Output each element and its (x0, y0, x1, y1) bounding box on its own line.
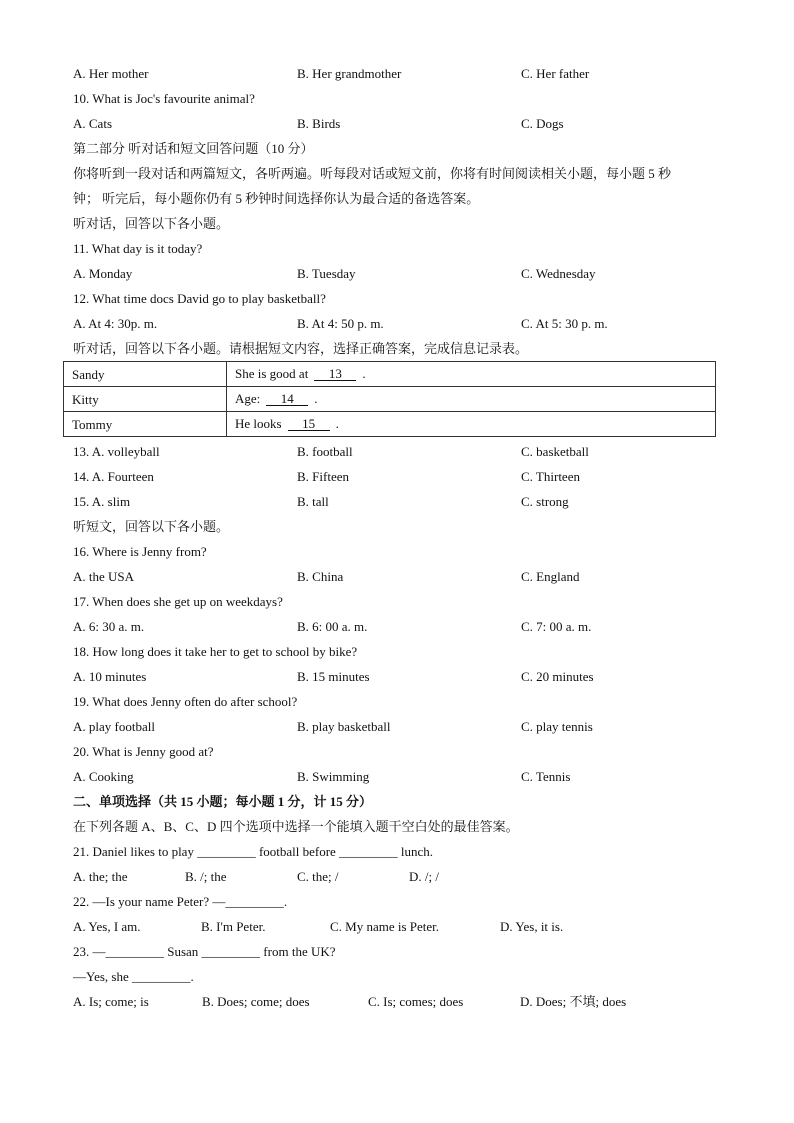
q10-option-a: A. Cats (73, 116, 112, 131)
part2-instruction-line2: 钟； 听完后，每小题你仍有 5 秒钟时间选择你认为最合适的备选答案。 (73, 191, 480, 206)
q16-options (0, 570, 794, 586)
table-row (64, 387, 716, 412)
table-cell-info (227, 412, 716, 437)
q15-option-a: 15. A. slim (73, 494, 131, 509)
passage-intro: 听短文，回答以下各小题。 (73, 519, 230, 534)
q11-option-b: B. Tuesday (297, 266, 356, 281)
q9-option-a: A. Her mother (73, 66, 149, 81)
q14-options (0, 470, 794, 486)
answer-blank: 15 (288, 417, 330, 431)
q12-option-b: B. At 4: 50 p. m. (297, 316, 384, 331)
q20-option-c: C. Tennis (521, 769, 571, 784)
table-cell-name: Tommy (64, 412, 227, 437)
q18-option-b: B. 15 minutes (297, 669, 370, 684)
q17-option-a: A. 6: 30 a. m. (73, 619, 145, 634)
q17-stem: 17. When does she get up on weekdays? (73, 594, 283, 609)
q23-option-b: B. Does; come; does (202, 994, 310, 1009)
q21-stem: 21. Daniel likes to play _________ football before _________ lunch. (73, 844, 433, 859)
table-intro: 听对话，回答以下各小题。请根据短文内容，选择正确答案，完成信息记录表。 (73, 341, 529, 356)
info-prefix: She is good at (235, 366, 309, 381)
q22-option-b: B. I'm Peter. (201, 919, 266, 934)
q18-stem: 18. How long does it take her to get to school by bike? (73, 644, 358, 659)
section2-instruction: 在下列各题 A、B、C、D 四个选项中选择一个能填入题干空白处的最佳答案。 (73, 819, 519, 834)
dialog-intro: 听对话，回答以下各小题。 (73, 216, 230, 231)
q21-options (0, 870, 794, 886)
q23-option-c: C. Is; comes; does (368, 994, 464, 1009)
q11-options (0, 267, 794, 283)
table-cell-name: Kitty (64, 387, 227, 412)
q9-option-b: B. Her grandmother (297, 66, 402, 81)
q19-option-b: B. play basketball (297, 719, 391, 734)
q19-option-c: C. play tennis (521, 719, 593, 734)
q16-stem: 16. Where is Jenny from? (73, 544, 207, 559)
q14-option-c: C. Thirteen (521, 469, 580, 484)
q11-option-a: A. Monday (73, 266, 133, 281)
q23-stem: 23. —_________ Susan _________ from the UK? (73, 944, 336, 959)
q18-option-c: C. 20 minutes (521, 669, 594, 684)
q20-option-b: B. Swimming (297, 769, 370, 784)
q13-option-c: C. basketball (521, 444, 589, 459)
q22-option-d: D. Yes, it is. (500, 919, 564, 934)
q20-options (0, 770, 794, 786)
info-record-table (63, 361, 716, 437)
q15-options (0, 495, 794, 511)
part2-title: 第二部分 听对话和短文回答问题（10 分） (73, 141, 314, 156)
q15-option-b: B. tall (297, 494, 329, 509)
q11-stem: 11. What day is it today? (73, 241, 203, 256)
q18-options (0, 670, 794, 686)
q22-options (0, 920, 794, 936)
info-suffix: . (362, 366, 366, 381)
q19-stem: 19. What does Jenny often do after school? (73, 694, 298, 709)
q20-option-a: A. Cooking (73, 769, 134, 784)
q19-options (0, 720, 794, 736)
table-cell-info (227, 387, 716, 412)
q11-option-c: C. Wednesday (521, 266, 596, 281)
q16-option-c: C. England (521, 569, 580, 584)
q22-stem: 22. —Is your name Peter? —_________. (73, 894, 288, 909)
q10-option-b: B. Birds (297, 116, 341, 131)
part2-instruction-line1: 你将听到一段对话和两篇短文，各听两遍。听每段对话或短文前，你将有时间阅读相关小题，每小题 5 秒 (73, 166, 672, 181)
q12-option-a: A. At 4: 30p. m. (73, 316, 158, 331)
q16-option-b: B. China (297, 569, 344, 584)
info-prefix: He looks (235, 416, 282, 431)
q10-option-c: C. Dogs (521, 116, 564, 131)
q15-option-c: C. strong (521, 494, 569, 509)
q13-option-b: B. football (297, 444, 353, 459)
q18-option-a: A. 10 minutes (73, 669, 147, 684)
info-suffix: . (314, 391, 318, 406)
q10-stem: 10. What is Joc's favourite animal? (73, 91, 255, 106)
q12-stem: 12. What time docs David go to play basketball? (73, 291, 326, 306)
q17-option-b: B. 6: 00 a. m. (297, 619, 368, 634)
q12-option-c: C. At 5: 30 p. m. (521, 316, 608, 331)
q21-option-d: D. /; / (409, 869, 439, 884)
q21-option-a: A. the; the (73, 869, 128, 884)
q10-options (0, 117, 794, 133)
info-prefix: Age: (235, 391, 261, 406)
q9-option-c: C. Her father (521, 66, 590, 81)
table-row (64, 412, 716, 437)
q13-option-a: 13. A. volleyball (73, 444, 160, 459)
section2-title: 二、单项选择（共 15 小题；每小题 1 分，计 15 分） (73, 794, 373, 809)
q23-option-a: A. Is; come; is (73, 994, 149, 1009)
q22-option-a: A. Yes, I am. (73, 919, 141, 934)
q20-stem: 20. What is Jenny good at? (73, 744, 214, 759)
q13-options (0, 445, 794, 461)
q22-option-c: C. My name is Peter. (330, 919, 440, 934)
info-suffix: . (335, 416, 339, 431)
q12-options (0, 317, 794, 333)
answer-blank: 13 (314, 367, 356, 381)
answer-blank: 14 (266, 392, 308, 406)
table-cell-info (227, 362, 716, 387)
q23-stem-reply: —Yes, she _________. (73, 969, 194, 984)
table-cell-name: Sandy (64, 362, 227, 387)
q23-option-d: D. Does; 不填; does (520, 994, 627, 1009)
q9-options (0, 67, 794, 83)
q19-option-a: A. play football (73, 719, 155, 734)
q21-option-c: C. the; / (297, 869, 339, 884)
q14-option-a: 14. A. Fourteen (73, 469, 154, 484)
q17-options (0, 620, 794, 636)
q17-option-c: C. 7: 00 a. m. (521, 619, 592, 634)
q21-option-b: B. /; the (185, 869, 227, 884)
q16-option-a: A. the USA (73, 569, 135, 584)
table-row (64, 362, 716, 387)
q23-options (0, 995, 794, 1011)
q14-option-b: B. Fifteen (297, 469, 349, 484)
